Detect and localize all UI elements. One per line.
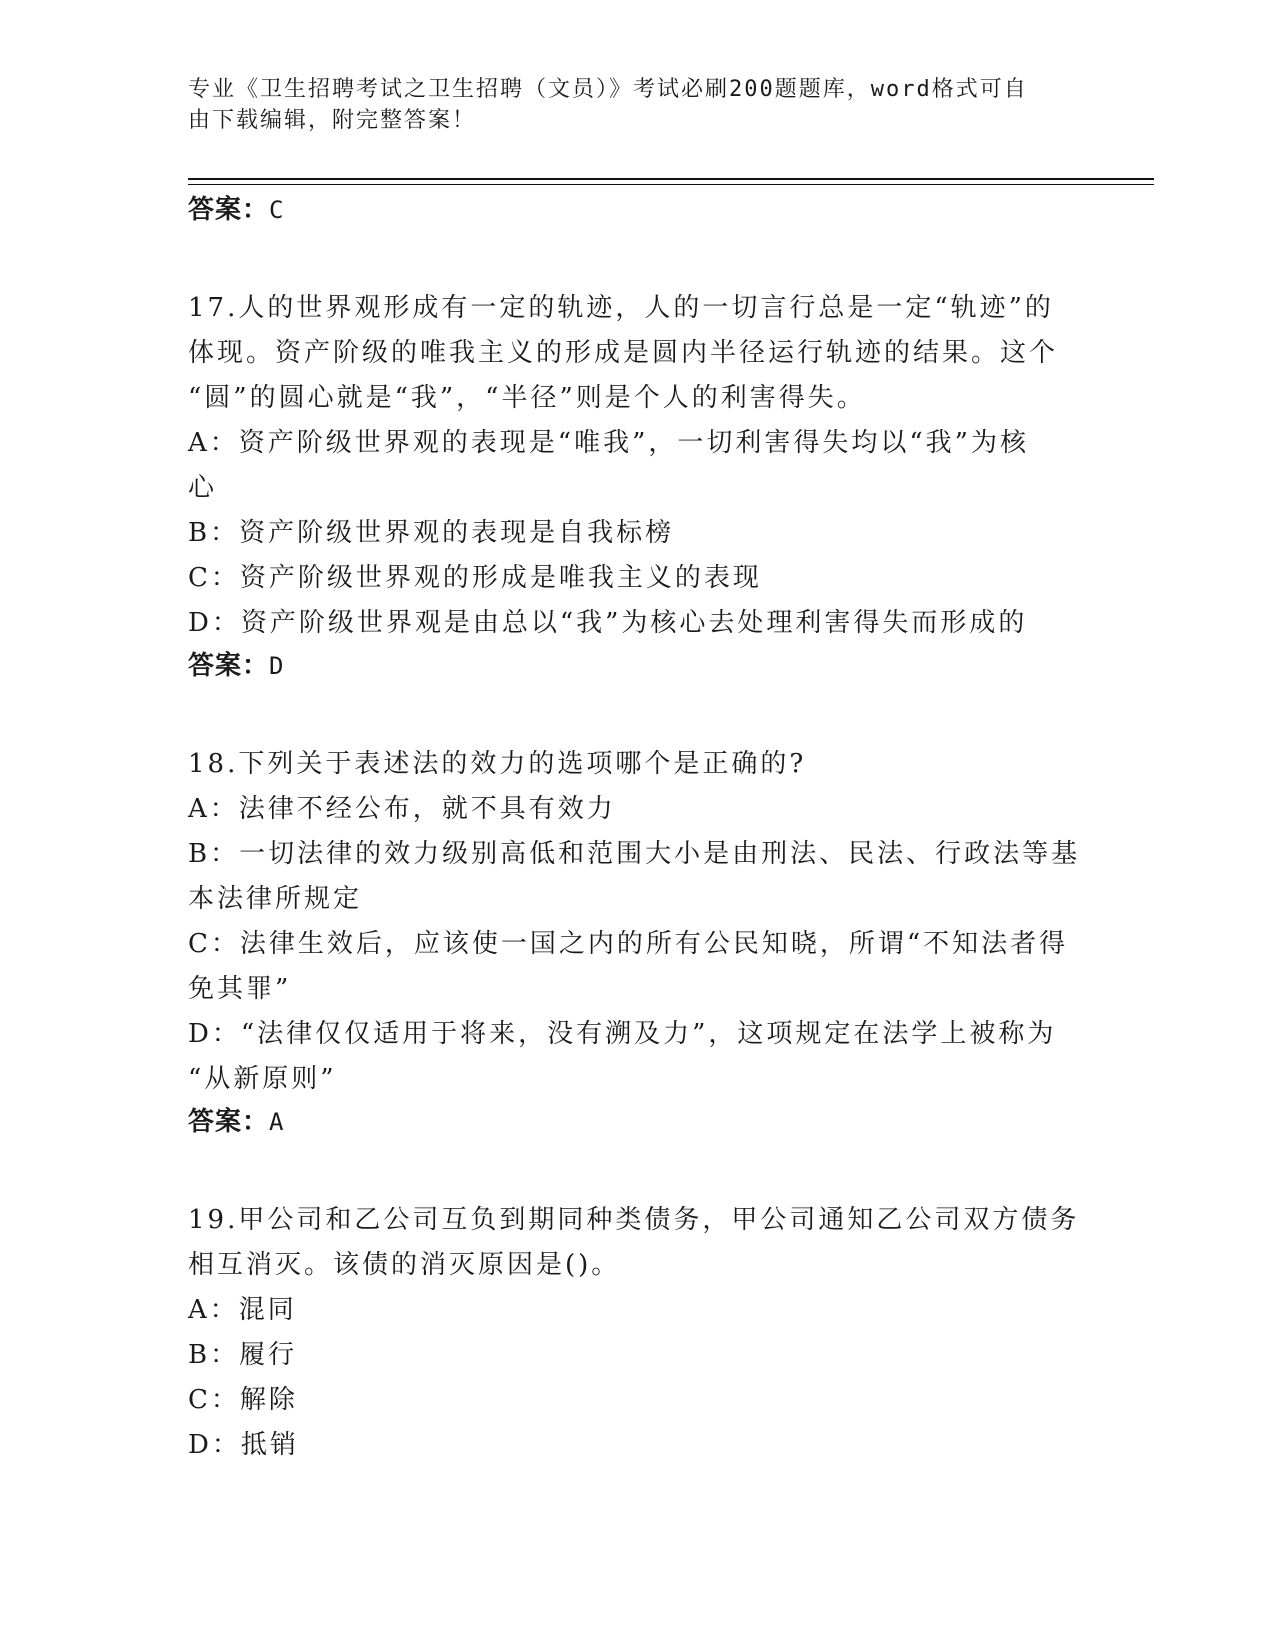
header-line-1: 专业《卫生招聘考试之卫生招聘（文员）》考试必刷200题题库，word格式可自 [188, 77, 1028, 102]
option-a: A：法律不经公布，就不具有效力 [188, 794, 616, 824]
question-19 [188, 1198, 1088, 1468]
option-b-cont: 本法律所规定 [188, 884, 363, 914]
option-d: D：“法律仅仅适用于将来，没有溯及力”，这项规定在法学上被称为 [188, 1019, 1057, 1049]
option-a: A：资产阶级世界观的表现是“唯我”，一切利害得失均以“我”为核 [188, 428, 1029, 458]
option-b: B：资产阶级世界观的表现是自我标榜 [188, 518, 675, 548]
option-c: C：解除 [188, 1385, 298, 1415]
document-header [188, 74, 1068, 136]
option-c: C：法律生效后，应该使一国之内的所有公民知晓，所谓“不知法者得 [188, 929, 1069, 959]
option-d-cont: “从新原则” [188, 1064, 337, 1094]
question-stem-line: 相互消灭。该债的消灭原因是()。 [188, 1250, 621, 1280]
answer-16 [188, 190, 1088, 230]
question-18 [188, 742, 1088, 1142]
answer-18 [188, 1102, 1088, 1142]
header-line-2: 由下载编辑，附完整答案！ [188, 108, 477, 133]
answer-label: 答案： [188, 1107, 270, 1137]
answer-value: A [269, 1108, 285, 1136]
question-stem-line: 体现。资产阶级的唯我主义的形成是圆内半径运行轨迹的结果。这个 [188, 338, 1059, 368]
answer-17 [188, 646, 1088, 686]
question-stem-line: 17.人的世界观形成有一定的轨迹，人的一切言行总是一定“轨迹”的 [188, 293, 1054, 323]
answer-value: D [269, 652, 285, 680]
answer-label: 答案： [188, 195, 270, 225]
option-d: D：抵销 [188, 1430, 299, 1460]
question-stem-line: 18.下列关于表述法的效力的选项哪个是正确的? [188, 749, 807, 779]
header-rule-thick [188, 178, 1154, 180]
answer-value: C [269, 196, 285, 224]
document-body [188, 190, 1088, 1468]
question-stem-line: 19.甲公司和乙公司互负到期同种类债务，甲公司通知乙公司双方债务 [188, 1205, 1080, 1235]
question-stem-line: “圆”的圆心就是“我”，“半径”则是个人的利害得失。 [188, 383, 866, 413]
option-b: B：一切法律的效力级别高低和范围大小是由刑法、民法、行政法等基 [188, 839, 1081, 869]
option-a-cont: 心 [188, 473, 218, 503]
option-d: D：资产阶级世界观是由总以“我”为核心去处理利害得失而形成的 [188, 608, 1028, 638]
header-rule-thin [188, 184, 1154, 185]
option-a: A：混同 [188, 1295, 297, 1325]
option-c: C：资产阶级世界观的形成是唯我主义的表现 [188, 563, 762, 593]
option-b: B：履行 [188, 1340, 298, 1370]
question-17 [188, 286, 1088, 686]
option-c-cont: 免其罪” [188, 974, 292, 1004]
answer-label: 答案： [188, 651, 270, 681]
